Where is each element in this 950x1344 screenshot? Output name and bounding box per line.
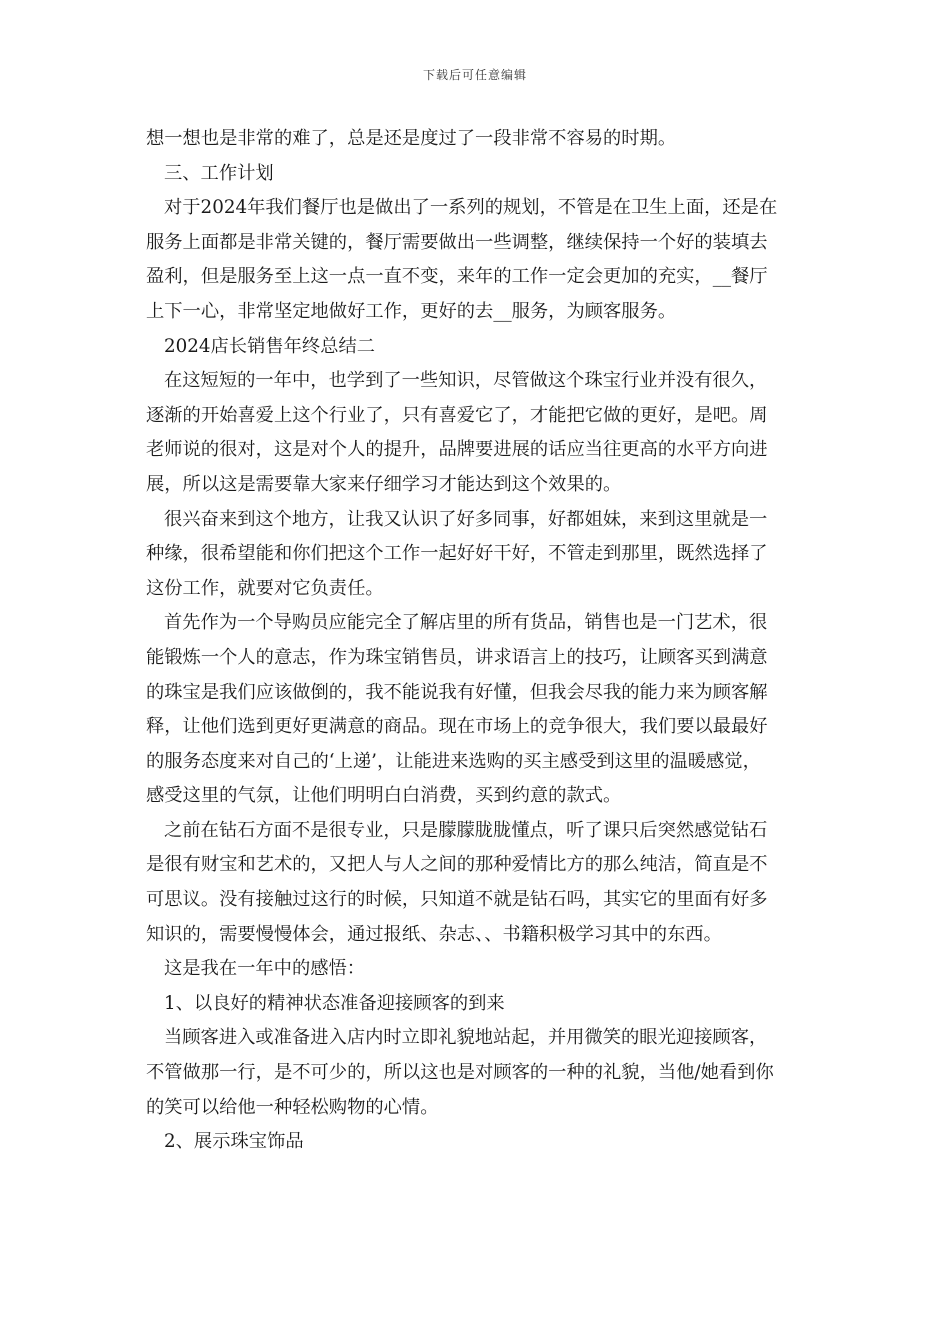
paragraph-line: 这是我在一年中的感悟： bbox=[164, 958, 366, 980]
paragraph-line: 对于2024年我们餐厅也是做出了一系列的规划，不管是在卫生上面，还是在 bbox=[164, 197, 778, 219]
paragraph-line: 想一想也是非常的难了，总是还是度过了一段非常不容易的时期。 bbox=[146, 128, 677, 149]
paragraph-line: 是很有财宝和艺术的，又把人与人之间的那种爱情比方的那么纯洁，简直是不 bbox=[146, 854, 768, 876]
paragraph-line: 的服务态度来对自己的‘上递’，让能进来选购的买主感受到这里的温暖感觉， bbox=[146, 750, 761, 772]
paragraph-line: 能锻炼一个人的意志，作为珠宝销售员，讲求语言上的技巧，让顾客买到满意 bbox=[146, 646, 768, 668]
list-item-heading: 2、展示珠宝饰品 bbox=[164, 1131, 304, 1153]
paragraph-line: 老师说的很对，这是对个人的提升，品牌要进展的话应当往更高的水平方向进 bbox=[146, 439, 768, 461]
paragraph-line: 当顾客进入或准备进入店内时立即礼貌地站起，并用微笑的眼光迎接顾客， bbox=[164, 1027, 768, 1049]
section-heading: 2024店长销售年终总结二 bbox=[164, 335, 376, 357]
paragraph-line: 不管做那一行，是不可少的，所以这也是对顾客的一种的礼貌，当他/她看到你 bbox=[146, 1062, 774, 1084]
paragraph-line: 这份工作，就要对它负责任。 bbox=[146, 577, 384, 599]
paragraph-line: 展，所以这是需要靠大家来仔细学习才能达到这个效果的。 bbox=[146, 473, 622, 495]
paragraph-line: 可思议。没有接触过这行的时候，只知道不就是钻石吗，其实它的里面有好多 bbox=[146, 889, 768, 911]
list-item-heading: 1、以良好的精神状态准备迎接顾客的到来 bbox=[164, 992, 505, 1014]
paragraph-line: 之前在钻石方面不是很专业，只是朦朦胧胧懂点，听了课只后突然感觉钻石 bbox=[164, 819, 768, 841]
paragraph-line: 释，让他们选到更好更满意的商品。现在市场上的竞争很大，我们要以最最好 bbox=[146, 716, 768, 738]
paragraph-line: 上下一心，非常坚定地做好工作，更好的去__服务，为顾客服务。 bbox=[146, 300, 677, 322]
page-header-note: 下载后可任意编辑 bbox=[422, 68, 527, 82]
paragraph-line: 的珠宝是我们应该做倒的，我不能说我有好懂，但我会尽我的能力来为顾客解 bbox=[146, 681, 768, 703]
paragraph-line: 逐渐的开始喜爱上这个行业了，只有喜爱它了，才能把它做的更好，是吧。周 bbox=[146, 404, 768, 426]
paragraph-line: 在这短短的一年中，也学到了一些知识，尽管做这个珠宝行业并没有很久， bbox=[164, 370, 768, 392]
paragraph-line: 的笑可以给他一种轻松购物的心情。 bbox=[146, 1096, 439, 1118]
paragraph-line: 感受这里的气氛，让他们明明白白消费，买到约意的款式。 bbox=[146, 785, 622, 807]
paragraph-line: 很兴奋来到这个地方，让我又认识了好多同事，好都姐妹，来到这里就是一 bbox=[164, 508, 768, 530]
paragraph-line: 种缘，很希望能和你们把这个工作一起好好干好，不管走到那里，既然选择了 bbox=[146, 543, 768, 565]
paragraph-line: 首先作为一个导购员应能完全了解店里的所有货品，销售也是一门艺术，很 bbox=[164, 612, 768, 634]
section-heading: 三、工作计划 bbox=[164, 162, 274, 184]
document-body bbox=[146, 122, 822, 1160]
paragraph-line: 服务上面都是非常关键的，餐厅需要做出一些调整，继续保持一个好的装填去 bbox=[146, 231, 768, 253]
paragraph-line: 知识的，需要慢慢体会，通过报纸、杂志、、书籍积极学习其中的东西。 bbox=[146, 923, 722, 945]
paragraph-line: 盈利，但是服务至上这一点一直不变，来年的工作一定会更加的充实，__餐厅 bbox=[146, 266, 768, 288]
